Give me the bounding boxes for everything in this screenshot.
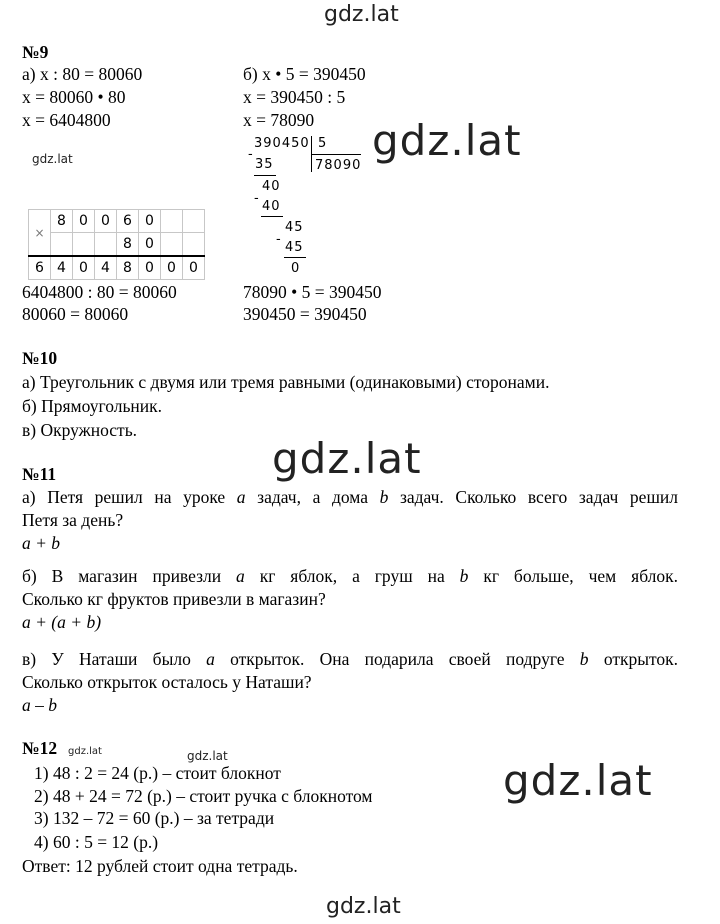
task10-line-b: б) Прямоугольник. (22, 396, 163, 416)
task9-check-b-1: 78090 • 5 = 390450 (243, 282, 382, 302)
task9-title: №9 (22, 42, 49, 62)
division-step-line (254, 175, 276, 176)
task12-line-4: 4) 60 : 5 = 12 (р.) (34, 832, 159, 852)
division-step-line (284, 257, 306, 258)
division-remainder: 0 (291, 261, 301, 276)
variable-a: a (206, 649, 215, 669)
division-step-line (261, 216, 283, 217)
multiply-sign: × (29, 210, 51, 257)
task12-line-3: 3) 132 – 72 = 60 (р.) – за тетради (34, 808, 275, 828)
task12-line-2: 2) 48 + 24 = 72 (р.) – стоит ручка с блокнотом (34, 786, 373, 806)
division-step: 45 (285, 220, 304, 235)
grid-cell: 0 (139, 210, 161, 233)
grid-cell (183, 233, 205, 257)
text: открыток. (603, 649, 679, 669)
division-step: 35 (255, 157, 274, 172)
multiplication-grid (28, 209, 205, 280)
grid-cell: 6 (29, 256, 51, 280)
text: задач. Сколько всего задач решил (399, 487, 679, 507)
text: а) Петя решил на уроке (22, 487, 226, 507)
division-minus-sign: - (248, 147, 254, 162)
grid-cell: 4 (51, 256, 73, 280)
watermark-bottom: gdz.lat (326, 894, 401, 919)
text: задач, а дома (257, 487, 368, 507)
division-step: 45 (285, 240, 304, 255)
grid-cell: 0 (139, 256, 161, 280)
task11-b-answer: a + (a + b) (22, 612, 102, 632)
division-step: 40 (262, 199, 281, 214)
grid-cell: 4 (95, 256, 117, 280)
grid-cell (51, 233, 73, 257)
task9-b-line-2: x = 390450 : 5 (243, 87, 346, 107)
grid-cell (95, 233, 117, 257)
task9-a-line-2: x = 80060 • 80 (22, 87, 126, 107)
grid-cell: 0 (139, 233, 161, 257)
variable-a: a (236, 566, 245, 586)
task9-b-line-3: x = 78090 (243, 110, 315, 130)
task9-a-line-3: x = 6404800 (22, 110, 111, 130)
grid-cell: 0 (183, 256, 205, 280)
task12-title: №12 (22, 738, 58, 758)
grid-cell: 8 (117, 233, 139, 257)
task11-b-question (22, 568, 678, 586)
text: кг яблок, а груш на (259, 566, 445, 586)
task11-b-line-2: Сколько кг фруктов привезли в магазин? (22, 589, 326, 609)
grid-cell (73, 233, 95, 257)
grid-cell (161, 210, 183, 233)
variable-b: b (459, 566, 469, 586)
division-minus-sign: - (254, 191, 260, 206)
task9-b-line-1: б) x • 5 = 390450 (243, 64, 366, 84)
watermark-large-1: gdz.lat (372, 116, 522, 165)
task9-check-a-2: 80060 = 80060 (22, 304, 129, 324)
task11-c-question (22, 651, 678, 669)
watermark-top: gdz.lat (324, 2, 399, 27)
grid-cell (183, 210, 205, 233)
text: открыток. Она подарила своей подруге (230, 649, 565, 669)
task10-line-a: а) Треугольник с двумя или тремя равными (одинаковыми) сторонами. (22, 372, 550, 392)
text: в) У Наташи было (22, 649, 191, 669)
grid-cell: 0 (95, 210, 117, 233)
task11-c-line-2: Сколько открыток осталось у Наташи? (22, 672, 312, 692)
division-horizontal-line (311, 154, 361, 155)
task12-answer: Ответ: 12 рублей стоит одна тетрадь. (22, 856, 298, 876)
grid-cell: 0 (73, 210, 95, 233)
task11-a-question (22, 489, 678, 507)
watermark-small-1: gdz.lat (32, 152, 73, 166)
grid-cell: 8 (51, 210, 73, 233)
task11-c-answer: a – b (22, 695, 57, 715)
watermark-large-3: gdz.lat (503, 756, 653, 805)
task9-check-a-1: 6404800 : 80 = 80060 (22, 282, 177, 302)
task10-line-c: в) Окружность. (22, 420, 138, 440)
grid-cell: 0 (73, 256, 95, 280)
division-step: 40 (262, 179, 281, 194)
task10-title: №10 (22, 348, 58, 368)
grid-cell (161, 233, 183, 257)
division-divisor: 5 (318, 136, 328, 151)
grid-cell: 6 (117, 210, 139, 233)
division-minus-sign: - (276, 232, 282, 247)
task11-a-answer: a + b (22, 533, 61, 553)
task12-line-1: 1) 48 : 2 = 24 (р.) – стоит блокнот (34, 763, 281, 783)
division-quotient: 78090 (315, 158, 362, 173)
task9-check-b-2: 390450 = 390450 (243, 304, 367, 324)
text: б) В магазин привезли (22, 566, 222, 586)
grid-cell: 0 (161, 256, 183, 280)
variable-b: b (579, 649, 589, 669)
task11-title: №11 (22, 464, 57, 484)
grid-cell: 8 (117, 256, 139, 280)
variable-b: b (379, 487, 389, 507)
task11-a-line-2: Петя за день? (22, 510, 124, 530)
variable-a: a (236, 487, 246, 507)
watermark-tiny: gdz.lat (68, 746, 102, 757)
division-dividend: 390450 (254, 136, 310, 151)
watermark-large-2: gdz.lat (272, 434, 422, 483)
task9-a-line-1: а) x : 80 = 80060 (22, 64, 143, 84)
text: кг больше, чем яблок. (483, 566, 679, 586)
watermark-small-2: gdz.lat (187, 749, 228, 763)
